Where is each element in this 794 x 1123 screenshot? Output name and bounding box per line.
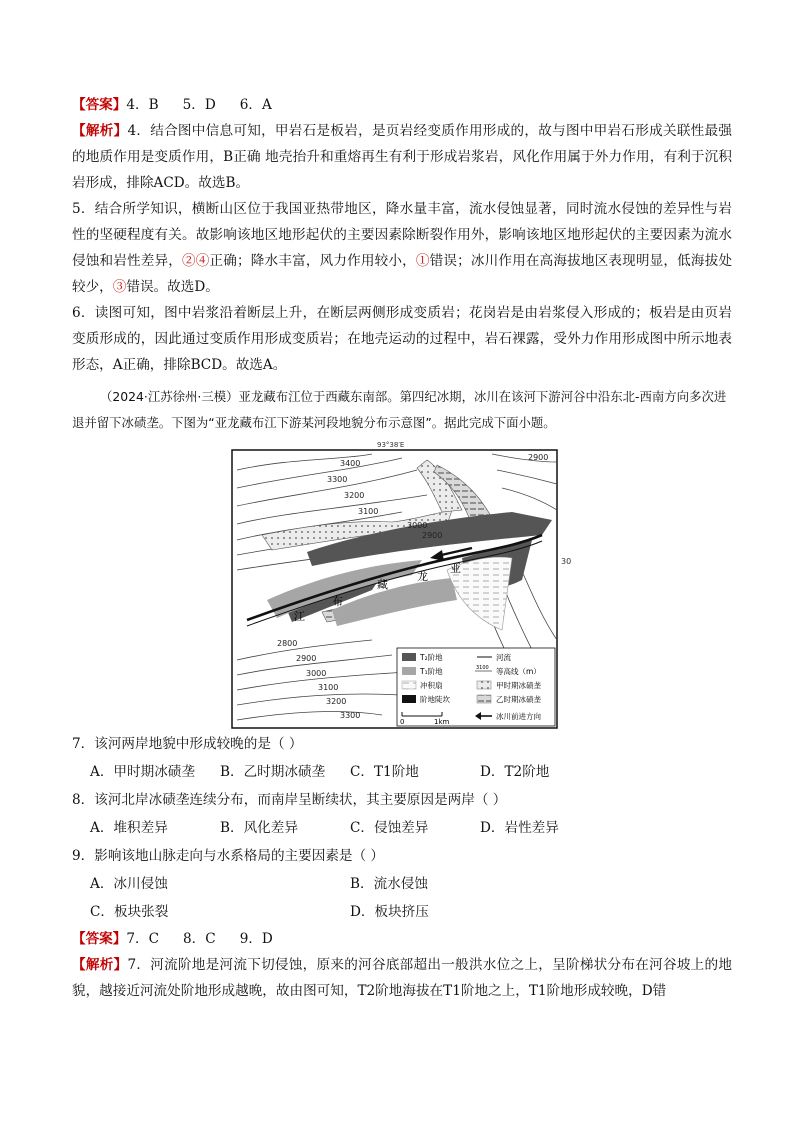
longitude-label: 93°38′E [377,441,405,449]
legend-label: 乙时期冰碛垄 [496,695,541,704]
legend-label: 冲积扇 [420,681,443,690]
analysis-tag: 【解析】 [72,957,128,973]
option-c[interactable]: C．T1阶地 [350,764,419,780]
latitude-label: 30 [561,557,572,566]
answer-item: 4．B [126,97,159,113]
analysis-5-text-b: 正确；降水丰富，风力作用较小， [209,253,416,269]
landform-map-figure [72,440,632,730]
legend-label: T₁阶地 [420,667,443,676]
scale-end: 1km [434,718,450,726]
answer-item: 9．D [239,931,273,947]
contour-label: 2900 [528,453,549,462]
answer-line-1 [72,92,732,118]
option-a[interactable]: A．甲时期冰碛垄 [90,764,195,780]
analysis-5 [72,196,732,300]
legend-swatch-fan [402,681,416,689]
question-intro: （2024·江苏徐州·三模）亚龙藏布江位于西藏东南部。第四纪冰期，冰川在该河下游河谷中沿东北-西南方向多次进退并留下冰碛垄。下图为“亚龙藏布江下游某河段地貌分布示意图”。据此完成下面小题。 [72,389,727,430]
analysis-7 [72,952,732,1004]
legend-label: 甲时期冰碛垄 [496,681,541,690]
circled-mark: ③ [112,279,127,295]
contour-label: 3200 [344,491,365,500]
option-d[interactable]: D．T2阶地 [480,764,550,780]
river-name-char: 亚 [450,562,461,575]
contour-label: 3400 [340,459,361,468]
contour-label: 3000 [407,521,428,530]
legend-label: T₂阶地 [420,653,443,662]
legend-label: 冰川前进方向 [496,712,541,721]
legend-contour-sample: 3100 [476,665,489,671]
legend-label: 河流 [496,653,511,662]
answer-tag: 【答案】 [72,931,127,947]
option-a[interactable]: A．冰川侵蚀 [90,876,168,892]
contour-label: 3200 [326,697,347,706]
analysis-5-text-a: 5．结合所学知识，横断山区位于我国亚热带地区，降水量丰富，流水侵蚀显著，同时流水侵蚀的差异性与岩性的坚硬程度有关。故影响该地区地形起伏的主要因素除断裂作用外，影响该地区地形起伏的主要因素为流水侵蚀和岩性差异， [72,201,732,269]
legend-swatch-jia [477,681,491,689]
analysis-7-text: 7．河流阶地是河流下切侵蚀，原来的河谷底部超出一般洪水位之上，呈阶梯状分布在河谷坡上的地貌，越接近河流处阶地形成越晚，故由图可知，T2阶地海拔在T1阶地之上，T1阶地形成较晚，D错 [72,957,732,999]
contour-label: 3300 [340,711,361,720]
analysis-6: 6．读图可知，图中岩浆沿着断层上升，在断层两侧形成变质岩；花岗岩是由岩浆侵入形成的；板岩是由页岩变质形成的，因此通过变质作用形成变质岩；在地壳运动的过程中，岩石裸露，受外力作用形成图中所示地表形态，A正确，排除BCD。故选A。 [72,305,732,373]
question-9-options-row2 [72,898,732,926]
contour-label: 3000 [306,669,327,678]
question-9: 9．影响该地山脉走向与水系格局的主要因素是（ ） [72,848,385,864]
question-8-options [72,814,732,842]
legend-swatch-yi [477,695,491,703]
answer-tag: 【答案】 [72,97,127,113]
contour-label: 3300 [327,475,348,484]
option-c[interactable]: C．侵蚀差异 [350,820,429,836]
river-name-char: 龙 [417,570,428,583]
legend-swatch-t1 [402,667,416,675]
option-b[interactable]: B．乙时期冰碛垄 [220,764,326,780]
contour-label: 2800 [277,639,298,648]
circled-mark: ②④ [182,253,210,269]
legend-label: 阶地陡坎 [420,695,450,704]
answer-item: 5．D [182,97,216,113]
question-7: 7．该河两岸地貌中形成较晚的是（ ） [72,736,303,752]
contour-label: 3100 [318,683,339,692]
question-9-options-row1 [72,870,732,898]
answer-item: 8．C [183,931,216,947]
option-b[interactable]: B．流水侵蚀 [350,876,428,892]
legend-swatch-t2 [402,653,416,661]
analysis-tag: 【解析】 [72,123,128,139]
legend-swatch-scarp [402,695,416,703]
contour-label: 2900 [422,531,443,540]
legend-label: 等高线（m） [496,667,541,676]
option-d[interactable]: D．板块挤压 [350,904,429,920]
document-page [72,92,732,1004]
option-a[interactable]: A．堆积差异 [90,820,168,836]
landform-map [72,440,632,730]
contour-label: 2900 [296,654,317,663]
analysis-5-text-d: 错误。故选D。 [126,279,219,295]
map-legend [397,648,555,726]
question-8: 8．该河北岸冰碛垄连续分布，而南岸呈断续状，其主要原因是两岸（ ） [72,792,507,808]
circled-mark: ① [415,253,430,269]
scale-start: 0 [400,718,405,726]
option-b[interactable]: B．风化差异 [220,820,298,836]
river-name-char: 江 [294,610,305,623]
river-name-char: 藏 [377,578,388,591]
answer-item: 6．A [239,97,272,113]
option-c[interactable]: C．板块张裂 [90,904,169,920]
contour-label: 3100 [358,507,379,516]
question-7-options [72,758,732,786]
analysis-4-text: 4．结合图中信息可知，甲岩石是板岩，是页岩经变质作用形成的，故与图中甲岩石形成关联性最强的地质作用是变质作用，B正确 地壳抬升和重熔再生有利于形成岩浆岩，风化作用属于外力作用，有利于沉积岩形成，排除ACD。故选B。 [72,123,732,191]
answer-item: 7．C [126,931,160,947]
analysis-4 [72,118,732,196]
answer-line-2 [72,926,732,952]
option-d[interactable]: D．岩性差异 [480,820,559,836]
river-name-char: 布 [332,595,343,608]
analysis-5-text-c: 错误；冰川作用在高海拔地区表现明显，低海拔处较少， [72,253,733,295]
